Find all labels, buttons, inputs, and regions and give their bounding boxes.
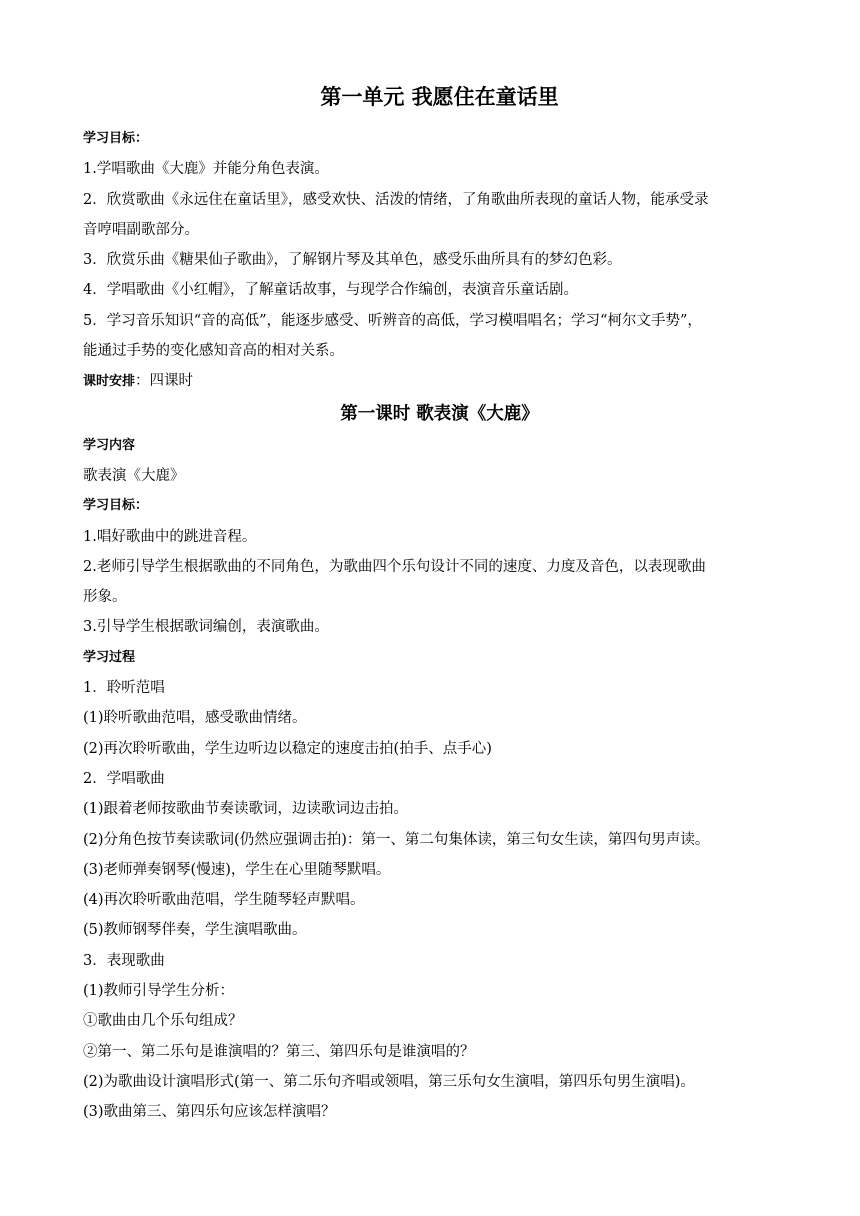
content-heading: 学习内容 [83,437,136,453]
process-line: 2．学唱歌曲 [83,770,165,787]
goal-line: 3．欣赏乐曲《糖果仙子歌曲》，了解钢片琴及其单色，感受乐曲所具有的梦幻色彩。 [83,252,622,269]
lesson-goal-line: 3.引导学生根据歌词编创，表演歌曲。 [83,619,329,636]
goal-line: 2．欣赏歌曲《永远住在童话里》，感受欢快、活泼的情绪，了角歌曲所表现的童话人物，能承受录 [83,191,709,208]
process-line: (2)再次聆听歌曲，学生边听边以稳定的速度击拍(拍手、点手心) [83,740,492,757]
unit-title: 第一单元 我愿住在童话里 [320,85,559,109]
process-list [83,673,796,1127]
process-line: ①歌曲由几个乐句组成？ [83,1013,243,1030]
process-line: (2)为歌曲设计演唱形式(第一、第二乐句齐唱或领唱，第三乐句女生演唱，第四乐句男生演唱)。 [83,1073,695,1090]
content-text: 歌表演《大鹿》 [83,467,185,484]
goal-line: 音哼唱副歌部分。 [83,221,199,238]
process-line: (1)跟着老师按歌曲节奏读歌词，边读歌词边击拍。 [83,801,409,818]
process-line: (1)聆听歌曲范唱，感受歌曲情绪。 [83,710,307,727]
lesson-title: 第一课时 歌表演《大鹿》 [340,403,539,424]
schedule-label: 课时安排 [83,374,136,390]
process-heading: 学习过程 [83,649,136,665]
process-line: (5)教师钢琴伴奏，学生演唱歌曲。 [83,922,307,939]
process-line: (4)再次聆听歌曲范唱，学生随琴轻声默唱。 [83,892,365,909]
lesson-goals-heading: 学习目标： [83,498,149,514]
goal-line: 4．学唱歌曲《小红帽》，了解童话故事，与现学合作编创，表演音乐童话剧。 [83,282,578,299]
process-line: (3)老师弹奏钢琴(慢速)，学生在心里随琴默唱。 [83,861,391,878]
process-line: (3)歌曲第三、第四乐句应该怎样演唱？ [83,1104,336,1121]
goals-heading: 学习目标： [83,131,149,146]
goal-line: 5．学习音乐知识“音的高低”，能逐步感受、听辨音的高低，学习模唱唱名；学习“柯尔文手势”， [83,312,702,329]
process-line: ②第一、第二乐句是谁演唱的？第三、第四乐句是谁演唱的？ [83,1043,475,1060]
process-line: 3．表现歌曲 [83,952,165,969]
process-line: (2)分角色按节奏读歌词(仍然应强调击拍)：第一、第二句集体读，第三句女生读，第四句男声读。 [83,831,710,848]
lesson-goal-line: 2.老师引导学生根据歌曲的不同角色，为歌曲四个乐句设计不同的速度、力度及音色，以表现歌曲 [83,558,706,575]
lesson-goals-list [83,522,796,643]
goal-line: 能通过手势的变化感知音高的相对关系。 [83,343,344,360]
lesson-goal-line: 1.唱好歌曲中的跳进音程。 [83,528,257,545]
schedule-line [83,366,796,396]
schedule-value: ：四课时 [135,373,194,390]
goals-list [83,154,796,366]
lesson-goal-line: 形象。 [83,589,127,606]
goal-line: 1.学唱歌曲《大鹿》并能分角色表演。 [83,161,329,178]
process-line: (1)教师引导学生分析： [83,983,235,1000]
process-line: 1．聆听范唱 [83,680,165,697]
